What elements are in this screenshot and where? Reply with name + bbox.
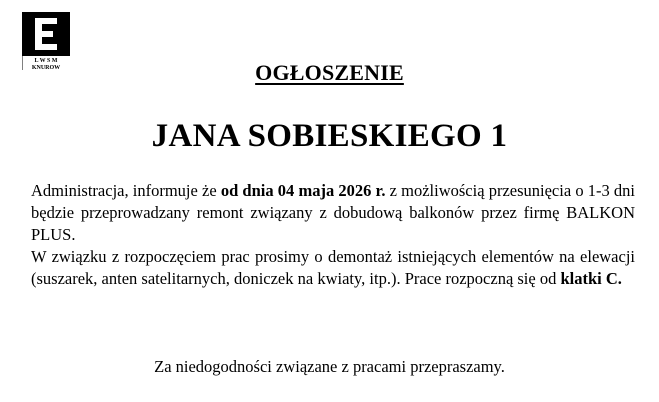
building-address: JANA SOBIESKIEGO 1 [151, 118, 508, 154]
start-date: od dnia 04 maja 2026 r. [220, 181, 386, 200]
announcement-body [31, 180, 635, 290]
paragraph-1 [31, 180, 635, 246]
announcement-heading: OGŁOSZENIE [255, 60, 404, 85]
logo-caption-line2: KNUROW [31, 65, 61, 70]
logo-caption-line1: L W S M [34, 58, 58, 64]
closing-apology: Za niedogodności związane z pracami przepraszamy. [154, 357, 505, 376]
paragraph-2 [31, 246, 635, 290]
paragraph-1-rest: z możliwością przesunięcia o 1-3 dni będzie przeprowadzany remont związany z dobudową balkonów przez firmę BALKON PLUS. [31, 181, 635, 244]
paragraph-1-intro: Administracja, informuje że [31, 181, 221, 200]
staircase: klatki C. [560, 269, 622, 288]
paragraph-2-text: W związku z rozpoczęciem prac prosimy o demontaż istniejących elementów na elewacji (suszarek, anten satelitarnych, doniczek na kwiaty, itp.). Prace rozpoczną się od [31, 247, 635, 288]
